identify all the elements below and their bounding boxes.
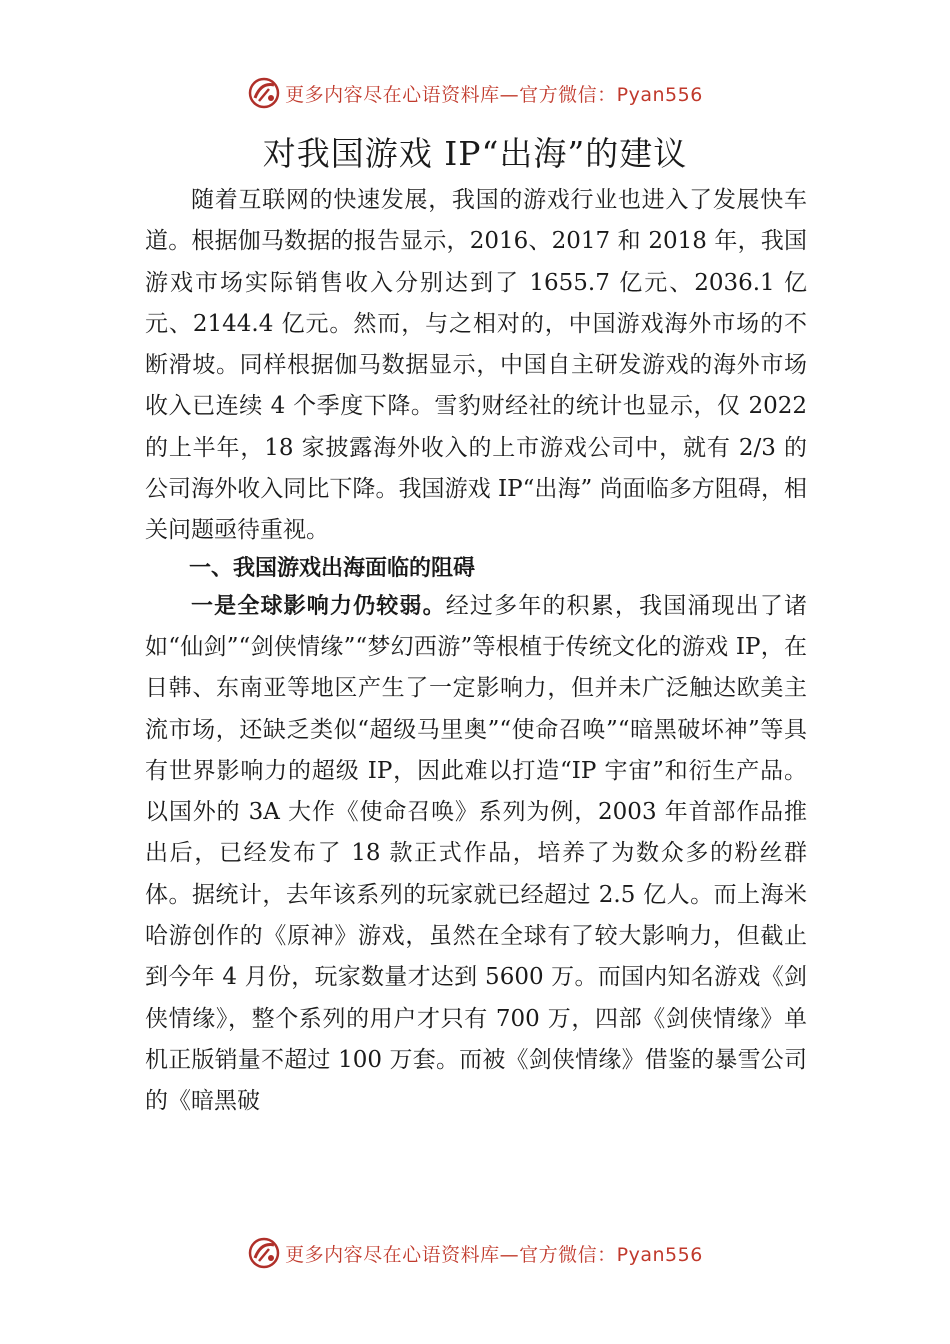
brand-logo-icon	[247, 1236, 281, 1270]
point-body-1: 经过多年的积累，我国涌现出了诸如“仙剑”“剑侠情缘”“梦幻西游”等根植于传统文化的游戏 IP，在日韩、东南亚等地区产生了一定影响力，但并未广泛触达欧美主流市场，还缺乏类似“超级马里奥”“使命召唤”“暗黑破坏神”等具有世界影响力的超级 IP，因此难以打造“IP 宇宙”和衍生产品。以国外的 3A 大作《使命召唤》系列为例，2003 年首部作品推出后，已经发布了 18 款正式作品，培养了为数众多的粉丝群体。据统计，去年该系列的玩家就已经超过 2.5 亿人。而上海米哈游创作的《原神》游戏，虽然在全球有了较大影响力，但截止到今年 4 月份，玩家数量才达到 5600 万。而国内知名游戏《剑侠情缘》，整个系列的用户才只有 700 万，四部《剑侠情缘》单机正版销量不超过 100 万套。而被《剑侠情缘》借鉴的暴雪公司的《暗黑破	[145, 592, 807, 1115]
watermark-header	[0, 76, 950, 110]
intro-paragraph: 随着互联网的快速发展，我国的游戏行业也进入了发展快车道。根据伽马数据的报告显示，2016、2017 和 2018 年，我国游戏市场实际销售收入分别达到了 1655.7 亿元、2036.1 亿元、2144.4 亿元。然而，与之相对的，中国游戏海外市场的不断滑坡。同样根据伽马数据显示，中国自主研发游戏的海外市场收入已连续 4 个季度下降。雪豹财经社的统计也显示，仅 2022 的上半年，18 家披露海外收入的上市游戏公司中，就有 2/3 的公司海外收入同比下降。我国游戏 IP“出海” 尚面临多方阻碍，相关问题亟待重视。	[145, 187, 807, 544]
brand-logo-icon	[247, 76, 281, 110]
section-heading-1: 一、我国游戏出海面临的阻碍	[189, 555, 476, 581]
point-paragraph-1	[145, 586, 807, 1123]
watermark-text: 更多内容尽在心语资料库—官方微信：Pyan556	[285, 1243, 703, 1266]
document-body	[145, 180, 807, 1123]
document-title: 对我国游戏 IP“出海”的建议	[262, 134, 688, 173]
watermark-text: 更多内容尽在心语资料库—官方微信：Pyan556	[285, 83, 703, 106]
point-lead-1: 一是全球影响力仍较弱。	[191, 593, 446, 619]
watermark-footer	[0, 1236, 950, 1270]
